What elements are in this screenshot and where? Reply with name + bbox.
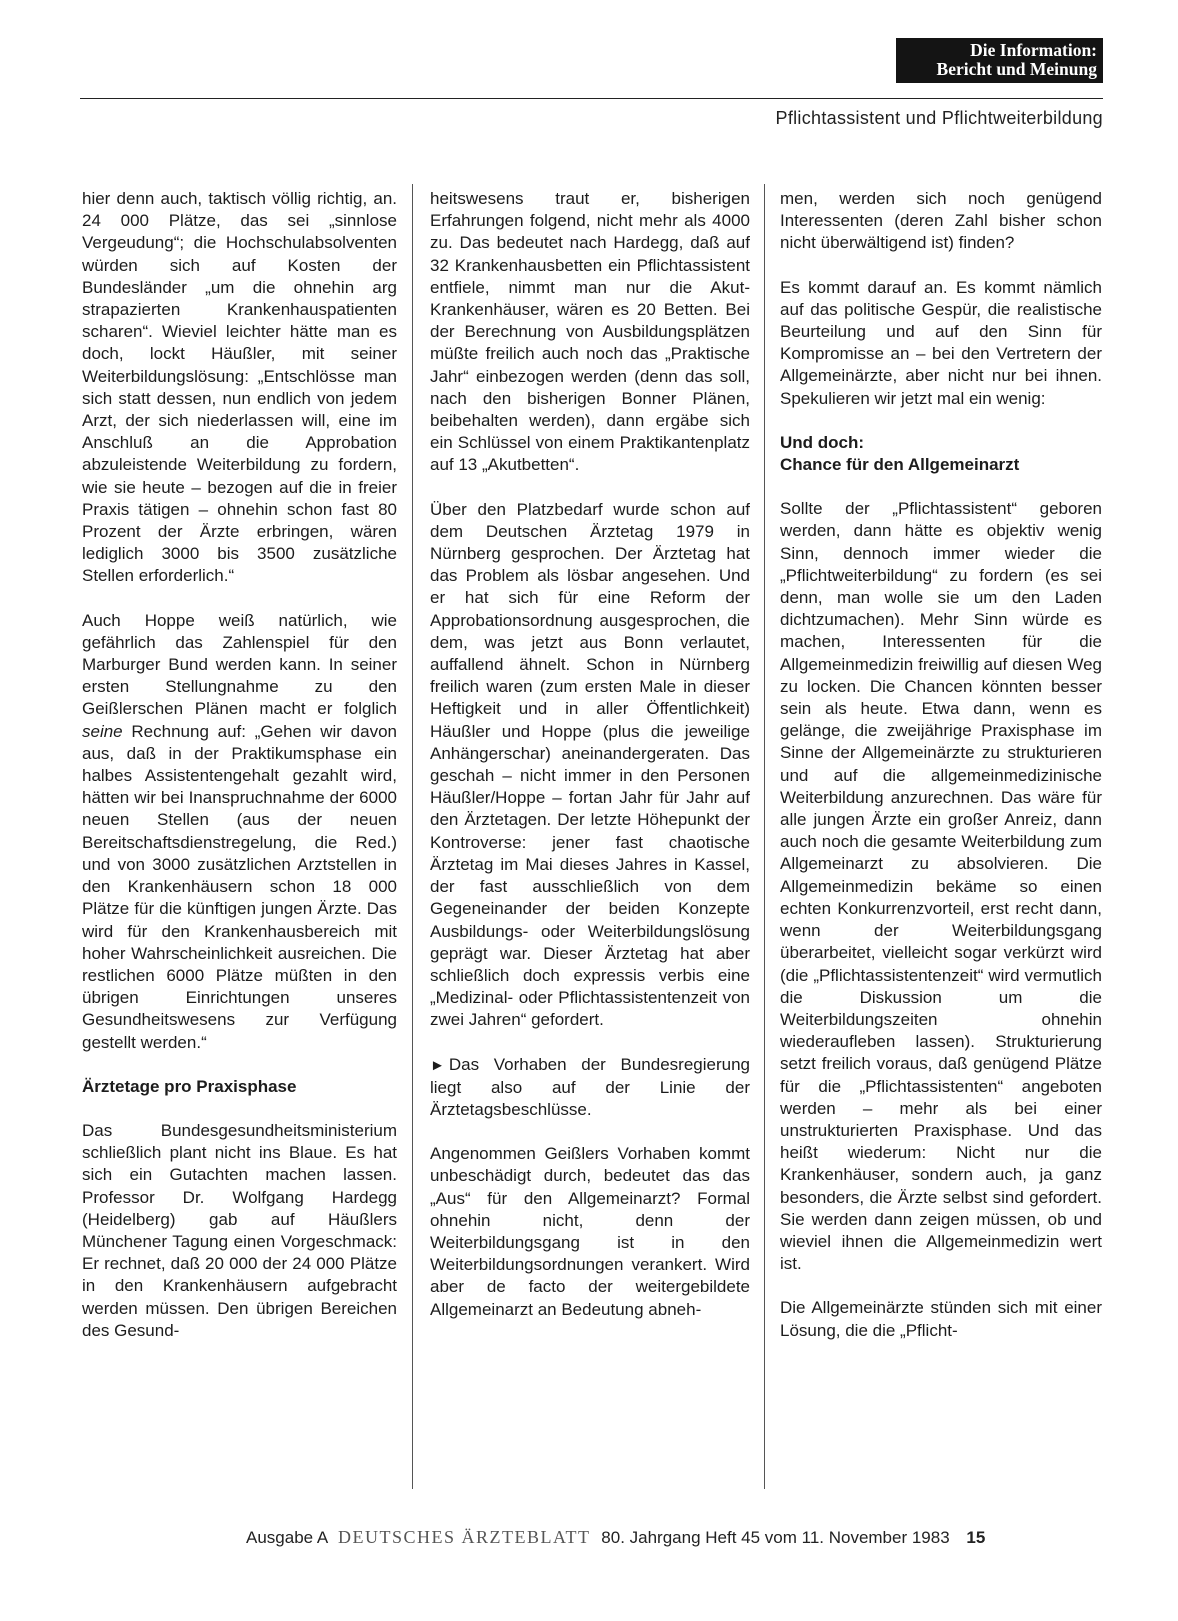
paragraph: Auch Hoppe weiß natürlich, wie gefährlich das Zahlenspiel für den Marburger Bund werden kann. In seiner ersten Stellungnahme zu den Geißlerschen Plänen macht er folglich seine Rechnung auf: „Gehen wir davon aus, daß in der Praktikumsphase ein halbes Assistentengehalt gezahlt wird, hätten wir bei Inanspruchnahme der 6000 neuen Stellen (aus der neuen Bereitschaftsdienstregelung, die Red.) und von 3000 zusätzlichen Arztstellen in den Krankenhäusern schon 18 000 Plätze für die künftigen jungen Ärzte. Das wird für den Krankenhausbereich mit hoher Wahrscheinlichkeit ausreichen. Die restlichen 6000 Plätze müßten in den übrigen Einrichtungen unseres Gesundheitswesens zur Verfügung gestellt werden.“ bbox=[82, 610, 397, 1052]
badge-line-2: Bericht und Meinung bbox=[936, 59, 1097, 79]
column-1 bbox=[82, 188, 397, 1364]
badge-line-1: Die Information: bbox=[970, 40, 1097, 60]
paragraph: Die Allgemeinärzte stünden sich mit einer Lösung, die die „Pflicht- bbox=[780, 1298, 1102, 1340]
paragraph: Angenommen Geißlers Vorhaben kommt unbeschädigt durch, bedeutet das das „Aus“ für den Allgemeinarzt? Formal ohnehin nicht, denn der Weiterbildungsgang ist in den Weiterbildungsordnungen verankert. Wird aber de facto der weitergebildete Allgemeinarzt an Bedeutung abneh- bbox=[430, 1144, 750, 1319]
column-3 bbox=[780, 188, 1102, 1364]
page-number: 15 bbox=[966, 1528, 986, 1547]
header-rule bbox=[80, 98, 1103, 99]
column-rule-1 bbox=[412, 184, 413, 1489]
masthead: DEUTSCHES ÄRZTEBLATT bbox=[338, 1527, 591, 1547]
section-badge bbox=[896, 38, 1103, 83]
paragraph: ► Das Vorhaben der Bundesregierung liegt also auf der Linie der Ärztetagsbeschlüsse. bbox=[430, 1054, 750, 1119]
paragraph: hier denn auch, taktisch völlig richtig, an. 24 000 Plätze, das sei „sinnlose Vergeudung“; die Hochschulabsolventen würden sich auf Kosten der Bundesländer „um die ohnehin arg strapazierten Krankenhauspatienten scharen“. Wieviel leichter hätte man es doch, lockt Häußler, mit seiner Weiterbildungslösung: „Entschlösse man sich statt dessen, nun endlich von jedem Arzt, der sich niederlassen will, eine im Anschluß an die Approbation abzuleistende Weiterbildung zu fordern, wie sie heute – bezogen auf die in freier Praxis tätigen – ohnehin schon fast 80 Prozent der Ärzte erbringen, wären lediglich 3000 bis 3500 zusätzliche Stellen erforderlich.“ bbox=[82, 189, 397, 586]
subheading: Und doch: Chance für den Allgemeinarzt bbox=[780, 432, 1020, 475]
paragraph: Es kommt darauf an. Es kommt nämlich auf das politische Gespür, die realistische Beurteilung und auf den Sinn für Kompromisse an – bei den Vertretern der Allgemeinärzte, aber nicht nur bei ihnen. Spekulieren wir jetzt mal ein wenig: bbox=[780, 277, 1102, 408]
page-footer bbox=[246, 1527, 985, 1548]
triangle-bullet-icon: ► bbox=[430, 1056, 445, 1074]
paragraph: Das Bundesgesundheitsministerium schließlich plant nicht ins Blaue. Es hat sich ein Gutachten machen lassen. Professor Dr. Wolfgang Hardegg (Heidelberg) gab auf Häußlers Münchener Tagung einen Vorgeschmack: Er rechnet, daß 20 000 der 24 000 Plätze in den Krankenhäusern aufgebracht werden müssen. Den übrigen Bereichen des Gesund- bbox=[82, 1120, 397, 1340]
paragraph: Sollte der „Pflichtassistent“ geboren werden, dann hätte es objektiv wenig Sinn, dennoch immer wieder die „Pflichtweiterbildung“ zu fordern (es sei denn, man wolle sie um den Laden dichtzumachen). Mehr Sinn würde es machen, Interessenten für die Allgemeinmedizin freiwillig auf diesen Weg zu locken. Die Chancen könnten besser sein als heute. Etwa dann, wenn es gelänge, die zweijährige Praxisphase im Sinne der Allgemeinärzte zu strukturieren und auf die allgemeinmedizinische Weiterbildung anzurechnen. Das wäre für alle jungen Ärzte ein großer Anreiz, dann auch noch die gesamte Weiterbildung zum Allgemeinarzt zu absolvieren. Die Allgemeinmedizin bekäme so einen echten Konkurrenzvorteil, erst recht dann, wenn der Weiterbildungsgang überarbeitet, vielleicht sogar verkürzt wird (die „Pflichtassistentenzeit“ wird vermutlich die Diskussion um die Weiterbildungszeiten ohnehin wiederaufleben lassen). Strukturierung setzt freilich voraus, daß genügend Plätze für die „Pflichtassistenten“ angeboten werden – mehr als bei einer unstrukturierten Praxisphase. Und das heißt wiederum: Nicht nur die Krankenhäuser, sondern auch, ja ganz besonders, die Ärzte selbst sind gefordert. Sie werden dann zeigen müssen, ob und wieviel ihnen die Allgemeinmedizin wert ist. bbox=[780, 499, 1102, 1274]
column-rule-2 bbox=[764, 184, 765, 1489]
paragraph: heitswesens traut er, bisherigen Erfahrungen folgend, nicht mehr als 4000 zu. Das bedeutet nach Hardegg, daß auf 32 Krankenhausbetten ein Pflichtassistent entfiele, nimmt man nur die Akut-Krankenhäuser, wären es 20 Betten. Bei der Berechnung von Ausbildungsplätzen müßte freilich auch noch das „Praktische Jahr“ einbezogen werden (denn das soll, nach den bisherigen Bonner Plänen, beibehalten werden), dann ergäbe sich ein Schlüssel von einem Praktikantenplatz auf 13 „Akutbetten“. bbox=[430, 189, 750, 475]
subheading: Ärztetage pro Praxisphase bbox=[82, 1076, 297, 1096]
edition: Ausgabe A bbox=[246, 1528, 328, 1547]
running-title: Pflichtassistent und Pflichtweiterbildung bbox=[775, 108, 1103, 128]
column-2 bbox=[430, 188, 750, 1343]
paragraph: men, werden sich noch genügend Interessenten (deren Zahl bisher schon nicht überwältigend ist) finden? bbox=[780, 189, 1102, 253]
paragraph: Über den Platzbedarf wurde schon auf dem Deutschen Ärztetag 1979 in Nürnberg gesprochen. Der Ärztetag hat das Problem als lösbar angesehen. Und er hat sich für eine Reform der Approbationsordnung ausgesprochen, die dem, was jetzt aus Bonn verlautet, auffallend ähnelt. Schon in Nürnberg freilich waren (zum ersten Male in dieser Heftigkeit und in aller Öffentlichkeit) Häußler und Hoppe (plus die jeweilige Anhängerschar) aneinandergeraten. Das geschah – nicht immer in den Personen Häußler/Hoppe – fortan Jahr für Jahr auf den Ärztetagen. Der letzte Höhepunkt der Kontroverse: jener fast chaotische Ärztetag im Mai dieses Jahres in Kassel, der fast ausschließlich von dem Gegeneinander der beiden Konzepte Ausbildungs- oder Weiterbildungslösung geprägt war. Dieser Ärztetag hat aber schließlich doch expressis verbis eine „Medizinal- oder Pflichtassistentenzeit von zwei Jahren“ gefordert. bbox=[430, 499, 750, 1030]
issue-info: 80. Jahrgang Heft 45 vom 11. November 1983 bbox=[601, 1528, 950, 1547]
